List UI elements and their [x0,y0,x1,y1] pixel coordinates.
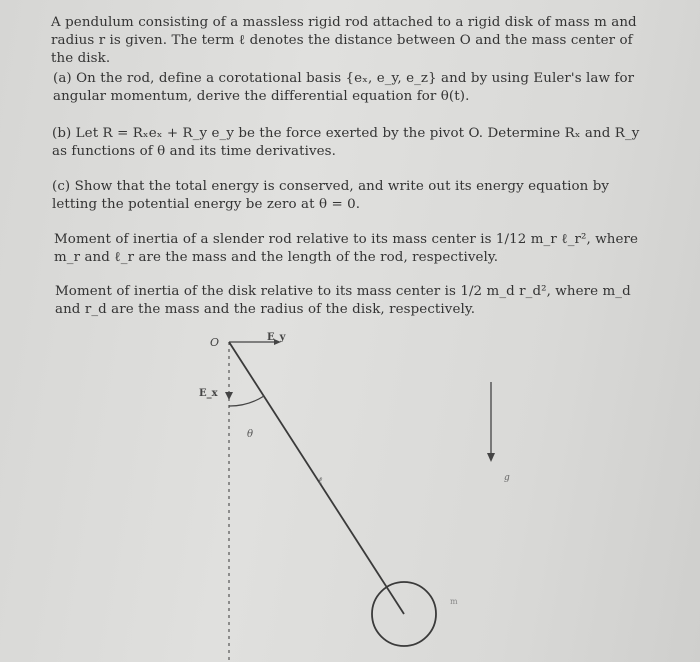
rod-inertia-note: Moment of inertia of a slender rod relative to its mass center is 1/12 m_r ℓ_r², where m_r and ℓ_r are the mass and the length of the rod, respectively. [54,232,639,265]
ex-arrowhead [225,392,233,400]
pendulum-rod [229,342,404,614]
part-b: (b) Let R = Rₓeₓ + R_y e_y be the force exerted by the pivot O. Determine Rₓ and R_y as functions of θ and its time derivatives. [52,126,640,159]
pivot-label: O [210,336,220,349]
theta-label: θ [247,429,254,440]
part-a: (a) On the rod, define a corotational basis {eₓ, e_y, e_z} and by using Euler's law for angular momentum, derive the differential equation for θ(t). [53,71,635,104]
mass-label: m [450,597,458,606]
pendulum-diagram [0,320,700,662]
part-c: (c) Show that the total energy is conserved, and write out its energy equation by letting the potential energy be zero at θ = 0. [52,179,610,212]
ex-label: E_x [199,388,218,399]
gravity-arrowhead [487,453,495,462]
theta-arc [229,396,264,406]
ey-label: E_y [267,332,286,343]
disk-inertia-note: Moment of inertia of the disk relative to its mass center is 1/2 m_d r_d², where m_d and r_d are the mass and the radius of the disk, respectively. [55,284,631,317]
problem-intro: A pendulum consisting of a massless rigid rod attached to a rigid disk of mass m and radius r is given. The term ℓ denotes the distance between O and the mass center of the disk. [51,15,637,66]
gravity-label: g [504,473,510,483]
rod-length-label: ℓ [318,476,323,487]
